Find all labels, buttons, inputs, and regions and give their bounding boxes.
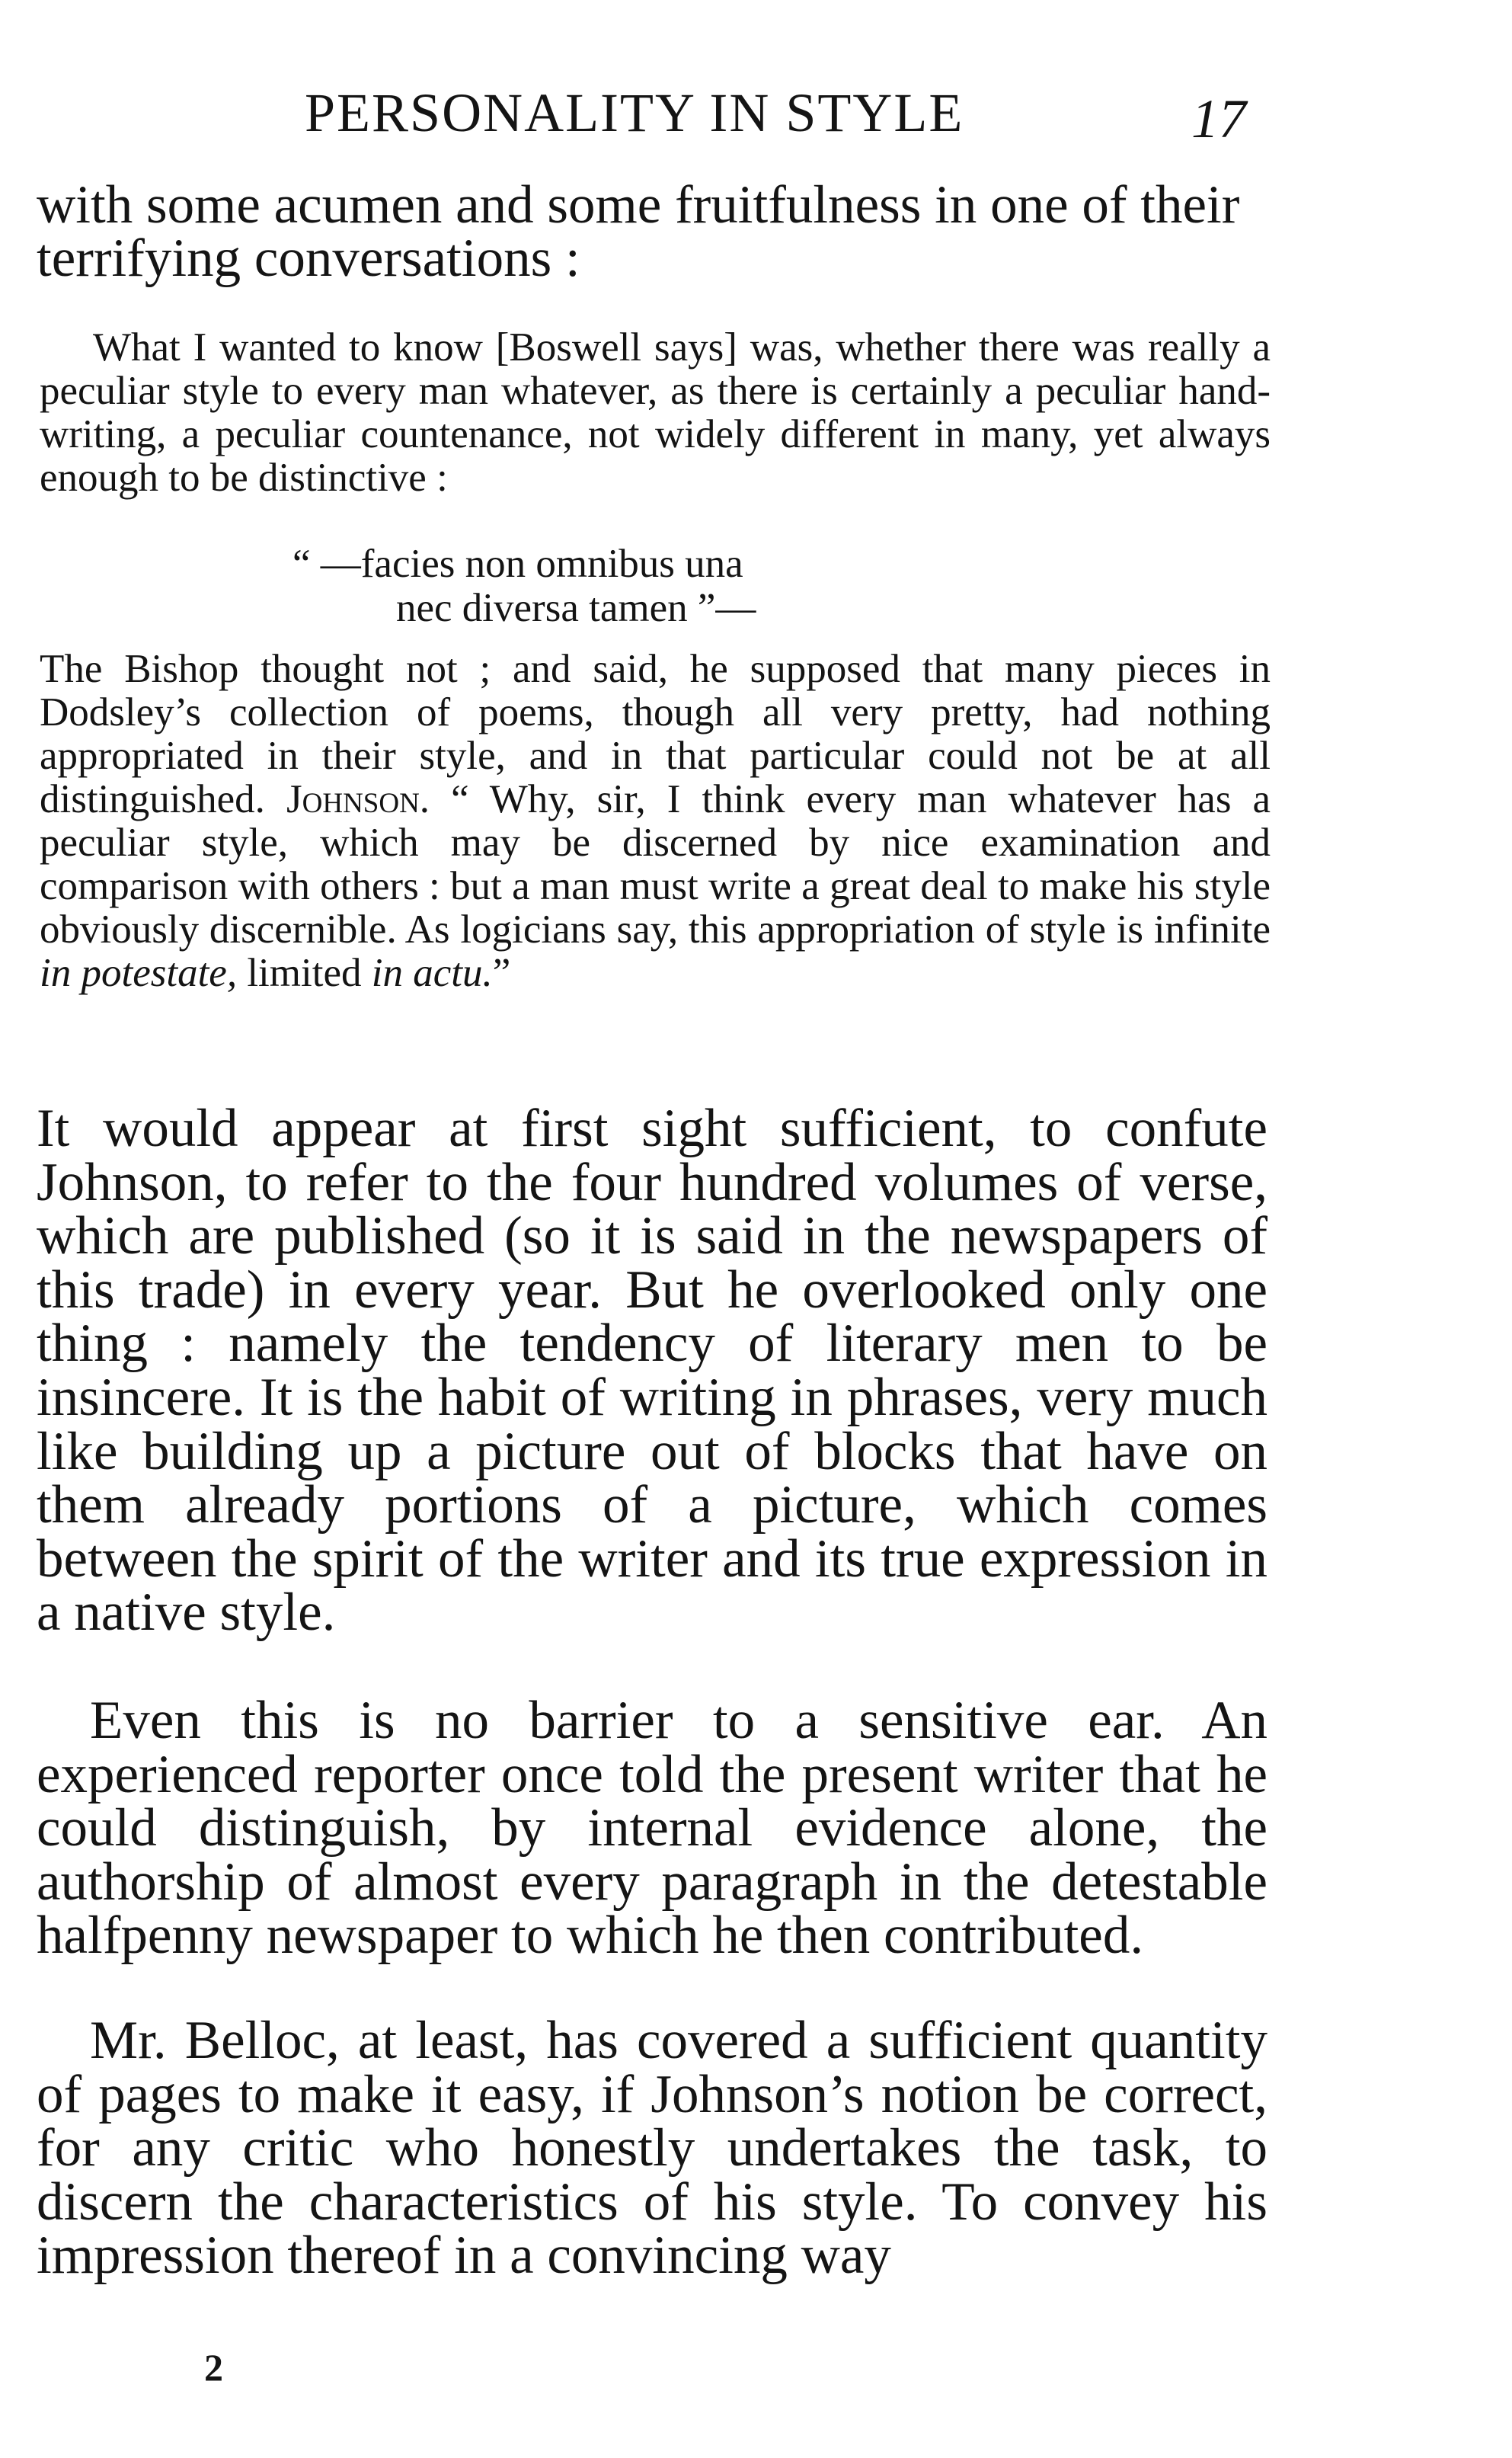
closing-quote-mark: ” — [492, 951, 511, 995]
word-limited: limited — [247, 951, 362, 995]
boswell-quote-paragraph: What I wanted to know [Boswell says] was, whether there was really a peculiar style to every man whatever, as there is certainly a peculiar hand-writing, a peculiar countenance, not widely different in many, yet always enough to be distinctive : — [40, 325, 1271, 500]
latin-verse-line-2: nec diversa tamen ”— — [396, 586, 756, 630]
italic-in-actu: in actu. — [371, 951, 493, 995]
running-header: PERSONALITY IN STYLE — [305, 82, 964, 143]
body-paragraph-2: Even this is no barrier to a sensitive ear. An experienced reporter once told the present writer that he could distinguish, by internal evidence alone, the authorship of almost every paragraph in the detestable halfpenny newspaper to which he then contributed. — [37, 1691, 1267, 1966]
speaker-johnson: Johnson. — [286, 777, 430, 821]
italic-in-potestate: in potestate, — [40, 951, 238, 995]
johnson-speech: “ Why, sir, I think every man whatever has a peculiar style, which may be discerned by nice examination and comparison with others : but a man must write a great deal to make his style obviously discernible. As logicians say, this appropriation of style is infinite — [40, 777, 1271, 952]
page-number: 17 — [1191, 88, 1246, 149]
signature-mark: 2 — [204, 2346, 223, 2389]
intro-paragraph: with some acumen and some fruitfulness in one of their terrifying conversations : — [37, 175, 1240, 288]
latin-verse-line-1: “ —facies non omnibus una — [292, 542, 743, 586]
bishop-text: The Bishop thought not ; and said, he supposed that many pieces in Dodsley’s collection of poems, though all very pretty, had nothing appropriated in their style, and in that particular could not be at all distinguished. — [40, 647, 1271, 821]
body-paragraph-3: Mr. Belloc, at least, has covered a sufficient quantity of pages to make it easy, if Johnson’s notion be correct, for any critic who honestly undertakes the task, to discern the characteristics of his style. To convey his impression thereof in a convincing way — [37, 2011, 1267, 2286]
bishop-johnson-quote-paragraph — [40, 648, 1271, 995]
body-paragraph-1: It would appear at first sight sufficient, to confute Johnson, to refer to the four hundred volumes of verse, which are published (so it is said in the newspapers of this trade) in every year. But he overlooked only one thing : namely the tendency of literary men to be insincere. It is the habit of writing in phrases, very much like building up a picture out of blocks that have on them already portions of a picture, which comes between the spirit of the writer and its true expression in a native style. — [37, 1099, 1267, 1643]
